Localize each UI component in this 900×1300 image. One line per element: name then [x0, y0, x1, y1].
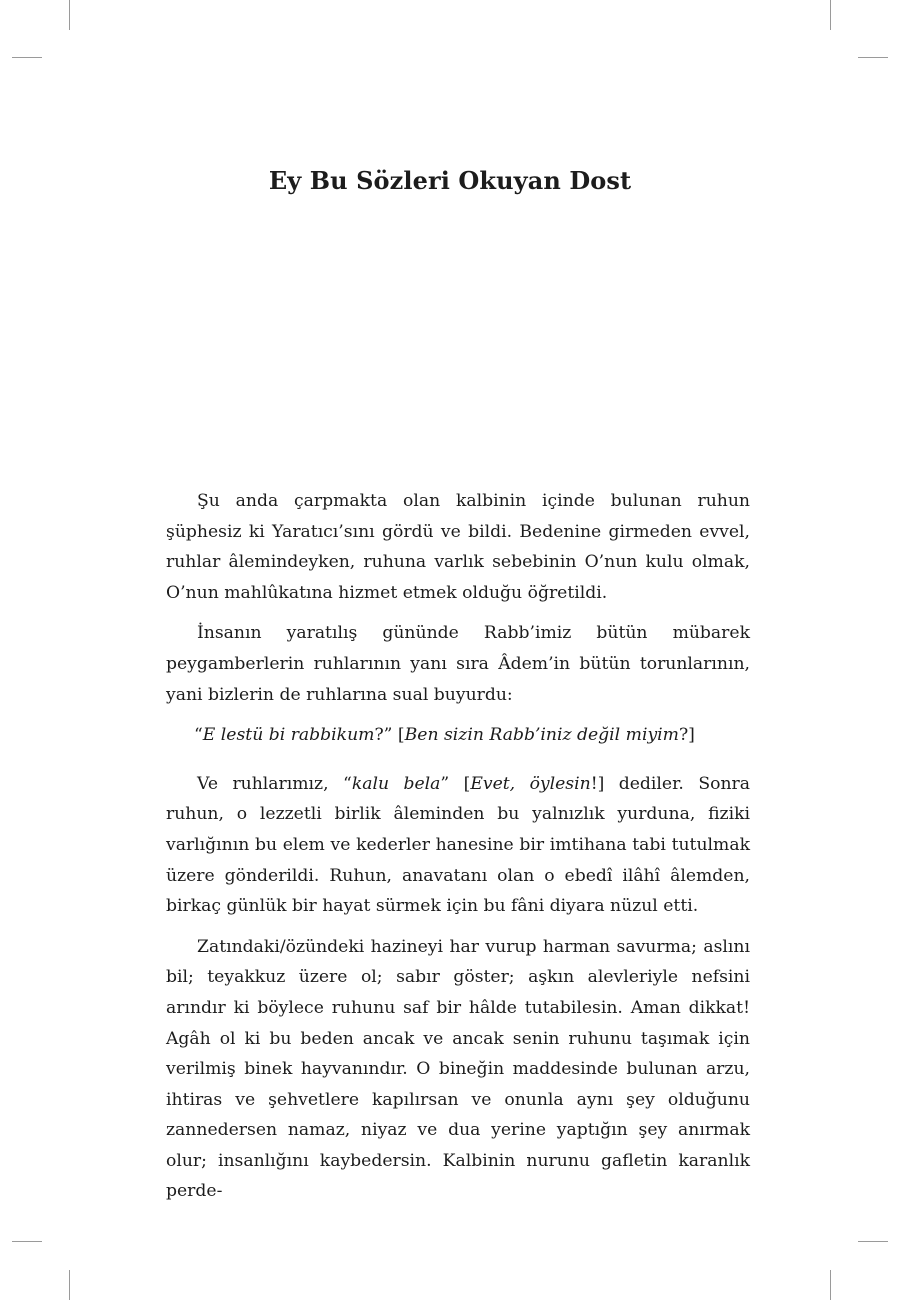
p3-post: !] dediler. Sonra ruhun, o lezzetli birlik âleminden bu yalnızlık yurduna, fiziki varlığının bu elem ve kederler hanesine bir imtihana tabi tutulmak üzere gönderildi. Ruhun, anavatanı olan o ebedî ilâhî âlemden, birkaç günlük bir hayat sürmek için bu fâni diyara nüzul etti. [166, 773, 750, 917]
translation-open: [ [392, 725, 405, 746]
crop-mark-top-left-vertical [69, 0, 70, 30]
paragraph: İnsanın yaratılış gününde Rabb’imiz bütün mübarek peygamberlerin ruhlarının yanı sıra Âdem’in bütün torunlarının, yani bizlerin de ruhlarına sual buyurdu: [166, 623, 750, 705]
p3-italic-1: kalu bela [351, 773, 441, 794]
p3-mid: ” [ [440, 773, 471, 794]
crop-mark-top-left-horizontal [12, 57, 42, 58]
p3-pre: Ve ruhlarımız, “ [197, 773, 352, 794]
quote-open: “ [194, 725, 203, 746]
paragraph: Zatındaki/özündeki hazineyi har vurup harman savurma; aslını bil; teyakkuz üzere ol; sabır göster; aşkın alevleriyle nefsini arındır ki böylece ruhunu saf bir hâlde tutabilesin. Aman dikkat! Agâh ol ki bu beden ancak ve ancak senin ruhunu taşımak için verilmiş binek hayvanındır. O bineğin maddesinde bulunan arzu, ihtiras ve şehvetlere kapılırsan ve onunla aynı şey olduğunu zannedersen namaz, niyaz ve dua yerine yaptığın şey anırmak olur; insanlığını kaybedersin. Kalbinin nurunu gafletin karanlık perde- [166, 936, 750, 1202]
crop-mark-top-right-vertical [830, 0, 831, 30]
page-title: Ey Bu Sözleri Okuyan Dost [268, 166, 632, 195]
crop-mark-bottom-left-vertical [69, 1270, 70, 1300]
p3-italic-2: Evet, öylesin [470, 773, 591, 794]
crop-mark-bottom-left-horizontal [12, 1241, 42, 1242]
crop-mark-bottom-right-vertical [830, 1270, 831, 1300]
quote-line [166, 720, 750, 751]
crop-mark-bottom-right-horizontal [858, 1241, 888, 1242]
quote-close: ?” [374, 725, 393, 746]
paragraph: Şu anda çarpmakta olan kalbinin içinde bulunan ruhun şüphesiz ki Yaratıcı’sını gördü ve bildi. Bedenine girmeden evvel, ruhlar âlemindeyken, ruhuna varlık sebebinin O’nun kulu olmak, O’nun mahlûkatına hizmet etmek olduğu öğretildi. [166, 491, 750, 603]
crop-mark-top-right-horizontal [858, 57, 888, 58]
body-text [166, 486, 750, 1217]
quote-translation: Ben sizin Rabb’iniz değil miyim [404, 725, 679, 746]
paragraph [166, 769, 750, 922]
quote-arabic: E lestü bi rabbikum [202, 725, 375, 746]
translation-close: ?] [678, 725, 695, 746]
